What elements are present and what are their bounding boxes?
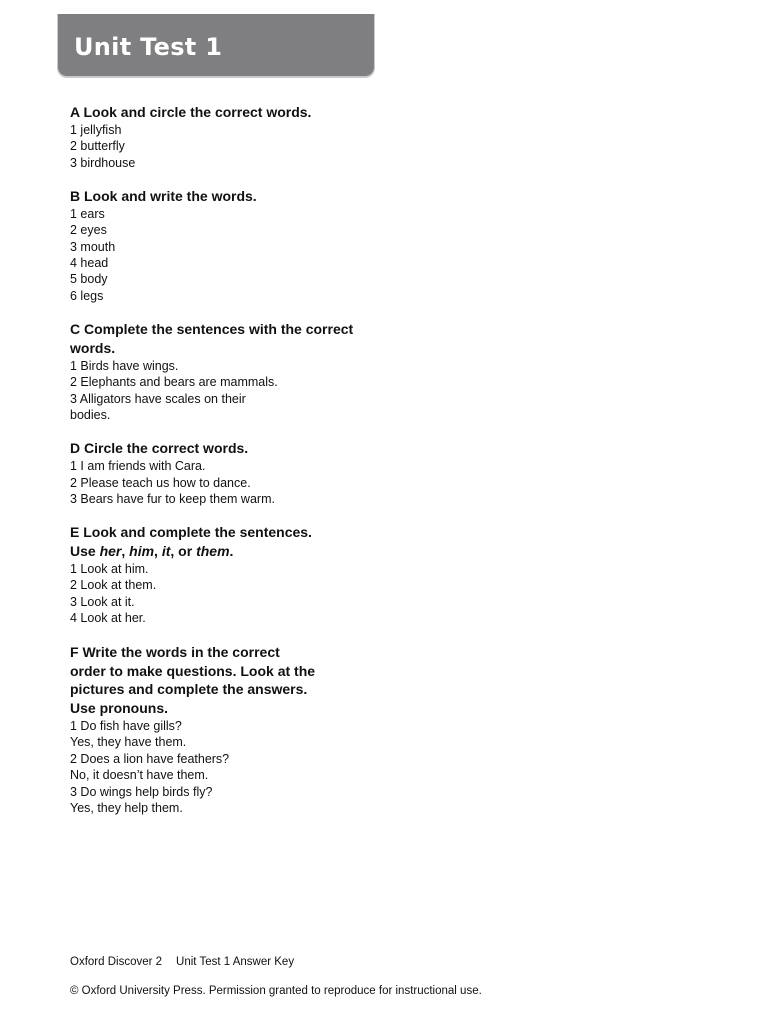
title-banner bbox=[58, 14, 374, 76]
section-f bbox=[70, 643, 370, 817]
list-item: 2 Please teach us how to dance. bbox=[70, 475, 251, 490]
list-item: 5 body bbox=[70, 272, 108, 287]
section-b-heading: B Look and write the words. bbox=[70, 188, 257, 205]
pronoun-her: her bbox=[99, 543, 122, 560]
section-c-heading-line-2: words. bbox=[70, 340, 116, 357]
list-item: 3 Look at it. bbox=[70, 594, 135, 609]
footer-book-info bbox=[70, 955, 294, 970]
section-e bbox=[70, 523, 370, 626]
section-a-heading: A Look and circle the correct words. bbox=[70, 104, 312, 120]
list-item: 1 Look at him. bbox=[70, 562, 149, 577]
section-f-heading-line-2: order to make questions. Look at the bbox=[70, 662, 316, 679]
list-item: 2 butterfly bbox=[70, 139, 125, 154]
list-item: 3 Bears have fur to keep them warm. bbox=[70, 492, 275, 507]
list-item: Yes, they have them. bbox=[70, 735, 187, 750]
footer-book-title: Oxford Discover 2 bbox=[70, 956, 163, 968]
list-item: No, it doesn’t have them. bbox=[70, 768, 209, 783]
pronoun-it: it bbox=[161, 543, 171, 560]
heading-text: Use bbox=[70, 543, 100, 560]
heading-end: . bbox=[229, 543, 234, 560]
footer-copyright: © Oxford University Press. Permission granted to reproduce for instructional use. bbox=[70, 985, 482, 997]
section-d-heading: D Circle the correct words. bbox=[70, 440, 249, 457]
list-item: 3 Alligators have scales on their bbox=[70, 391, 246, 406]
page-title: Unit Test 1 bbox=[74, 33, 223, 61]
list-item: 1 ears bbox=[70, 206, 105, 221]
section-f-heading-line-1: F Write the words in the correct bbox=[70, 643, 280, 660]
section-a bbox=[70, 103, 370, 171]
list-item: 3 birdhouse bbox=[70, 155, 136, 170]
separator: , bbox=[154, 543, 162, 560]
list-item: 4 head bbox=[70, 256, 109, 271]
section-b bbox=[70, 187, 370, 304]
separator: , or bbox=[170, 543, 197, 560]
separator: , bbox=[121, 543, 130, 560]
list-item: 1 Birds have wings. bbox=[70, 358, 179, 373]
pronoun-them: them bbox=[196, 543, 230, 560]
section-c bbox=[70, 320, 370, 423]
list-item: 2 Look at them. bbox=[70, 578, 157, 593]
footer-document-title: Unit Test 1 Answer Key bbox=[176, 956, 295, 968]
answer-key-content bbox=[70, 103, 370, 832]
section-c-heading-line-1: C Complete the sentences with the correct bbox=[70, 321, 354, 338]
list-item: bodies. bbox=[70, 408, 111, 423]
list-item: 6 legs bbox=[70, 288, 104, 303]
section-e-heading-line-1: E Look and complete the sentences. bbox=[70, 524, 312, 541]
list-item: 2 eyes bbox=[70, 223, 107, 238]
list-item: 1 jellyfish bbox=[70, 122, 122, 137]
list-item: 3 Do wings help birds fly? bbox=[70, 784, 213, 799]
section-e-heading-line-2 bbox=[70, 542, 370, 561]
list-item: 2 Elephants and bears are mammals. bbox=[70, 375, 278, 390]
list-item: 1 I am friends with Cara. bbox=[70, 459, 206, 474]
pronoun-him: him bbox=[129, 543, 155, 560]
list-item: 2 Does a lion have feathers? bbox=[70, 751, 230, 766]
section-d bbox=[70, 439, 370, 507]
list-item: Yes, they help them. bbox=[70, 800, 183, 815]
list-item: 4 Look at her. bbox=[70, 611, 146, 626]
section-f-heading-line-4: Use pronouns. bbox=[70, 700, 169, 717]
list-item: 3 mouth bbox=[70, 239, 116, 254]
list-item: 1 Do fish have gills? bbox=[70, 718, 182, 733]
section-f-heading-line-3: pictures and complete the answers. bbox=[70, 681, 308, 698]
